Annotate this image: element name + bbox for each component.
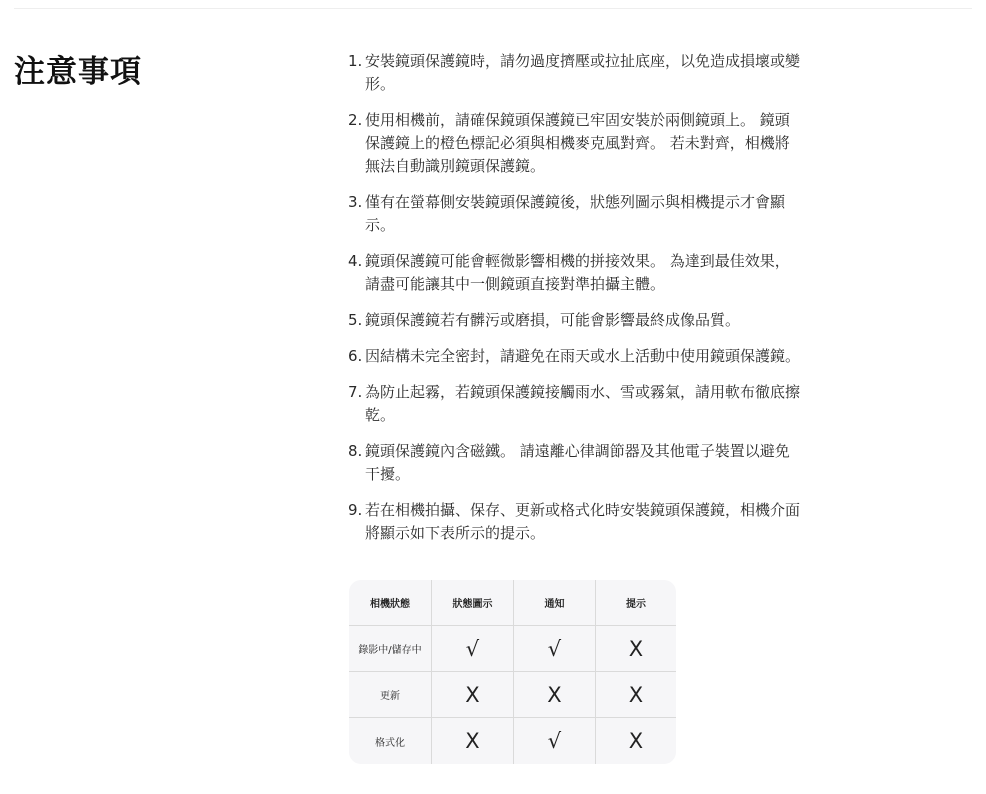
note-text: 鏡頭保護鏡若有髒污或磨損，可能會影響最終成像品質。 (365, 311, 741, 329)
note-item (348, 309, 800, 332)
note-text: 若在相機拍攝、保存、更新或格式化時安裝鏡頭保護鏡，相機介面將顯示如下表所示的提示。 (365, 501, 801, 542)
note-item (348, 440, 800, 486)
table-row-label: 更新 (349, 672, 432, 718)
note-text: 安裝鏡頭保護鏡時，請勿過度擠壓或拉扯底座，以免造成損壞或變形。 (365, 52, 801, 93)
note-number: 8. (348, 442, 363, 460)
table-mark-cell: X (514, 672, 596, 718)
note-number: 1. (348, 52, 363, 70)
note-text: 因結構未完全密封，請避免在雨天或水上活動中使用鏡頭保護鏡。 (365, 347, 801, 365)
note-number: 9. (348, 501, 363, 519)
note-item (348, 345, 800, 368)
camera-status-table (349, 580, 676, 764)
note-number: 3. (348, 193, 363, 211)
table-mark-cell: X (596, 626, 676, 672)
note-item (348, 381, 800, 427)
note-text: 鏡頭保護鏡可能會輕微影響相機的拼接效果。 為達到最佳效果，請盡可能讓其中一側鏡頭直接對準拍攝主體。 (365, 252, 790, 293)
note-item (348, 191, 800, 237)
table-header-camera-state: 相機狀態 (349, 580, 432, 626)
table-mark-cell: X (432, 718, 514, 764)
note-item (348, 250, 800, 296)
table-mark-cell: √ (432, 626, 514, 672)
note-text: 為防止起霧，若鏡頭保護鏡接觸雨水、雪或霧氣，請用軟布徹底擦乾。 (365, 383, 801, 424)
note-item (348, 50, 800, 96)
notes-list (348, 50, 800, 558)
note-number: 5. (348, 311, 363, 329)
note-text: 使用相機前，請確保鏡頭保護鏡已牢固安裝於兩側鏡頭上。 鏡頭保護鏡上的橙色標記必須與相機麥克風對齊。 若未對齊，相機將無法自動識別鏡頭保護鏡。 (365, 111, 790, 175)
table-mark-cell: √ (514, 718, 596, 764)
note-item (348, 499, 800, 545)
note-number: 6. (348, 347, 363, 365)
table-row-label: 錄影中/儲存中 (349, 626, 432, 672)
table-row-label: 格式化 (349, 718, 432, 764)
top-divider (14, 8, 972, 9)
table-header-notification: 通知 (514, 580, 596, 626)
note-number: 7. (348, 383, 363, 401)
table-mark-cell: √ (514, 626, 596, 672)
table-mark-cell: X (432, 672, 514, 718)
note-item (348, 109, 800, 178)
note-text: 僅有在螢幕側安裝鏡頭保護鏡後，狀態列圖示與相機提示才會顯示。 (365, 193, 786, 234)
table-mark-cell: X (596, 672, 676, 718)
table-header-status-icon: 狀態圖示 (432, 580, 514, 626)
note-number: 2. (348, 111, 363, 129)
note-text: 鏡頭保護鏡內含磁鐵。 請遠離心律調節器及其他電子裝置以避免干擾。 (365, 442, 790, 483)
section-heading: 注意事項 (14, 54, 142, 90)
table-mark-cell: X (628, 729, 644, 753)
note-number: 4. (348, 252, 363, 270)
table-header-prompt: 提示 (596, 580, 676, 626)
